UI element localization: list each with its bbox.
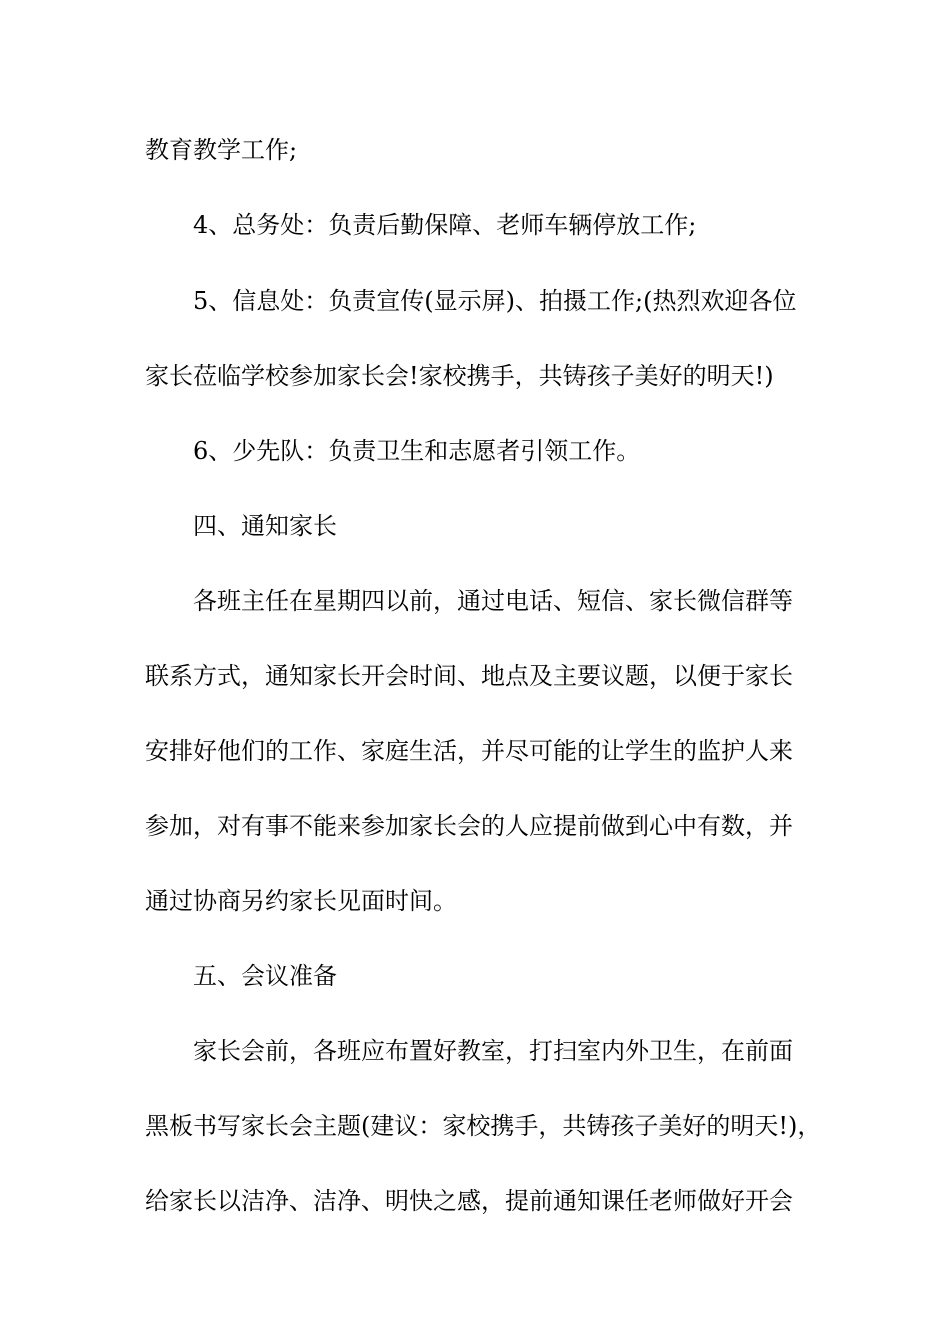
paragraph-line: 联系方式，通知家长开会时间、地点及主要议题，以便于家长: [145, 662, 793, 690]
paragraph-line: 参加，对有事不能来参加家长会的人应提前做到心中有数，并: [145, 812, 793, 840]
paragraph-line: 安排好他们的工作、家庭生活，并尽可能的让学生的监护人来: [145, 737, 793, 765]
list-item-general-affairs: 4、总务处：负责后勤保障、老师车辆停放工作;: [193, 211, 697, 239]
paragraph-line: 各班主任在星期四以前，通过电话、短信、家长微信群等: [193, 587, 793, 615]
text-line-continuation: 家长莅临学校参加家长会!家校携手，共铸孩子美好的明天!): [145, 362, 774, 390]
paragraph-line: 通过协商另约家长见面时间。: [145, 887, 457, 915]
section-heading-meeting-prep: 五、会议准备: [193, 962, 337, 990]
paragraph-line: 黑板书写家长会主题(建议：家校携手，共铸孩子美好的明天!)，: [145, 1112, 822, 1140]
paragraph-line: 给家长以洁净、洁净、明快之感，提前通知课任老师做好开会: [145, 1187, 793, 1215]
list-item-young-pioneers: 6、少先队：负责卫生和志愿者引领工作。: [193, 437, 641, 465]
section-heading-notify-parents: 四、通知家长: [193, 512, 337, 540]
text-line-continuation: 教育教学工作;: [145, 136, 298, 164]
paragraph-line: 家长会前，各班应布置好教室，打扫室内外卫生，在前面: [193, 1037, 793, 1065]
list-item-information-office: 5、信息处：负责宣传(显示屏)、拍摄工作;(热烈欢迎各位: [193, 287, 797, 315]
